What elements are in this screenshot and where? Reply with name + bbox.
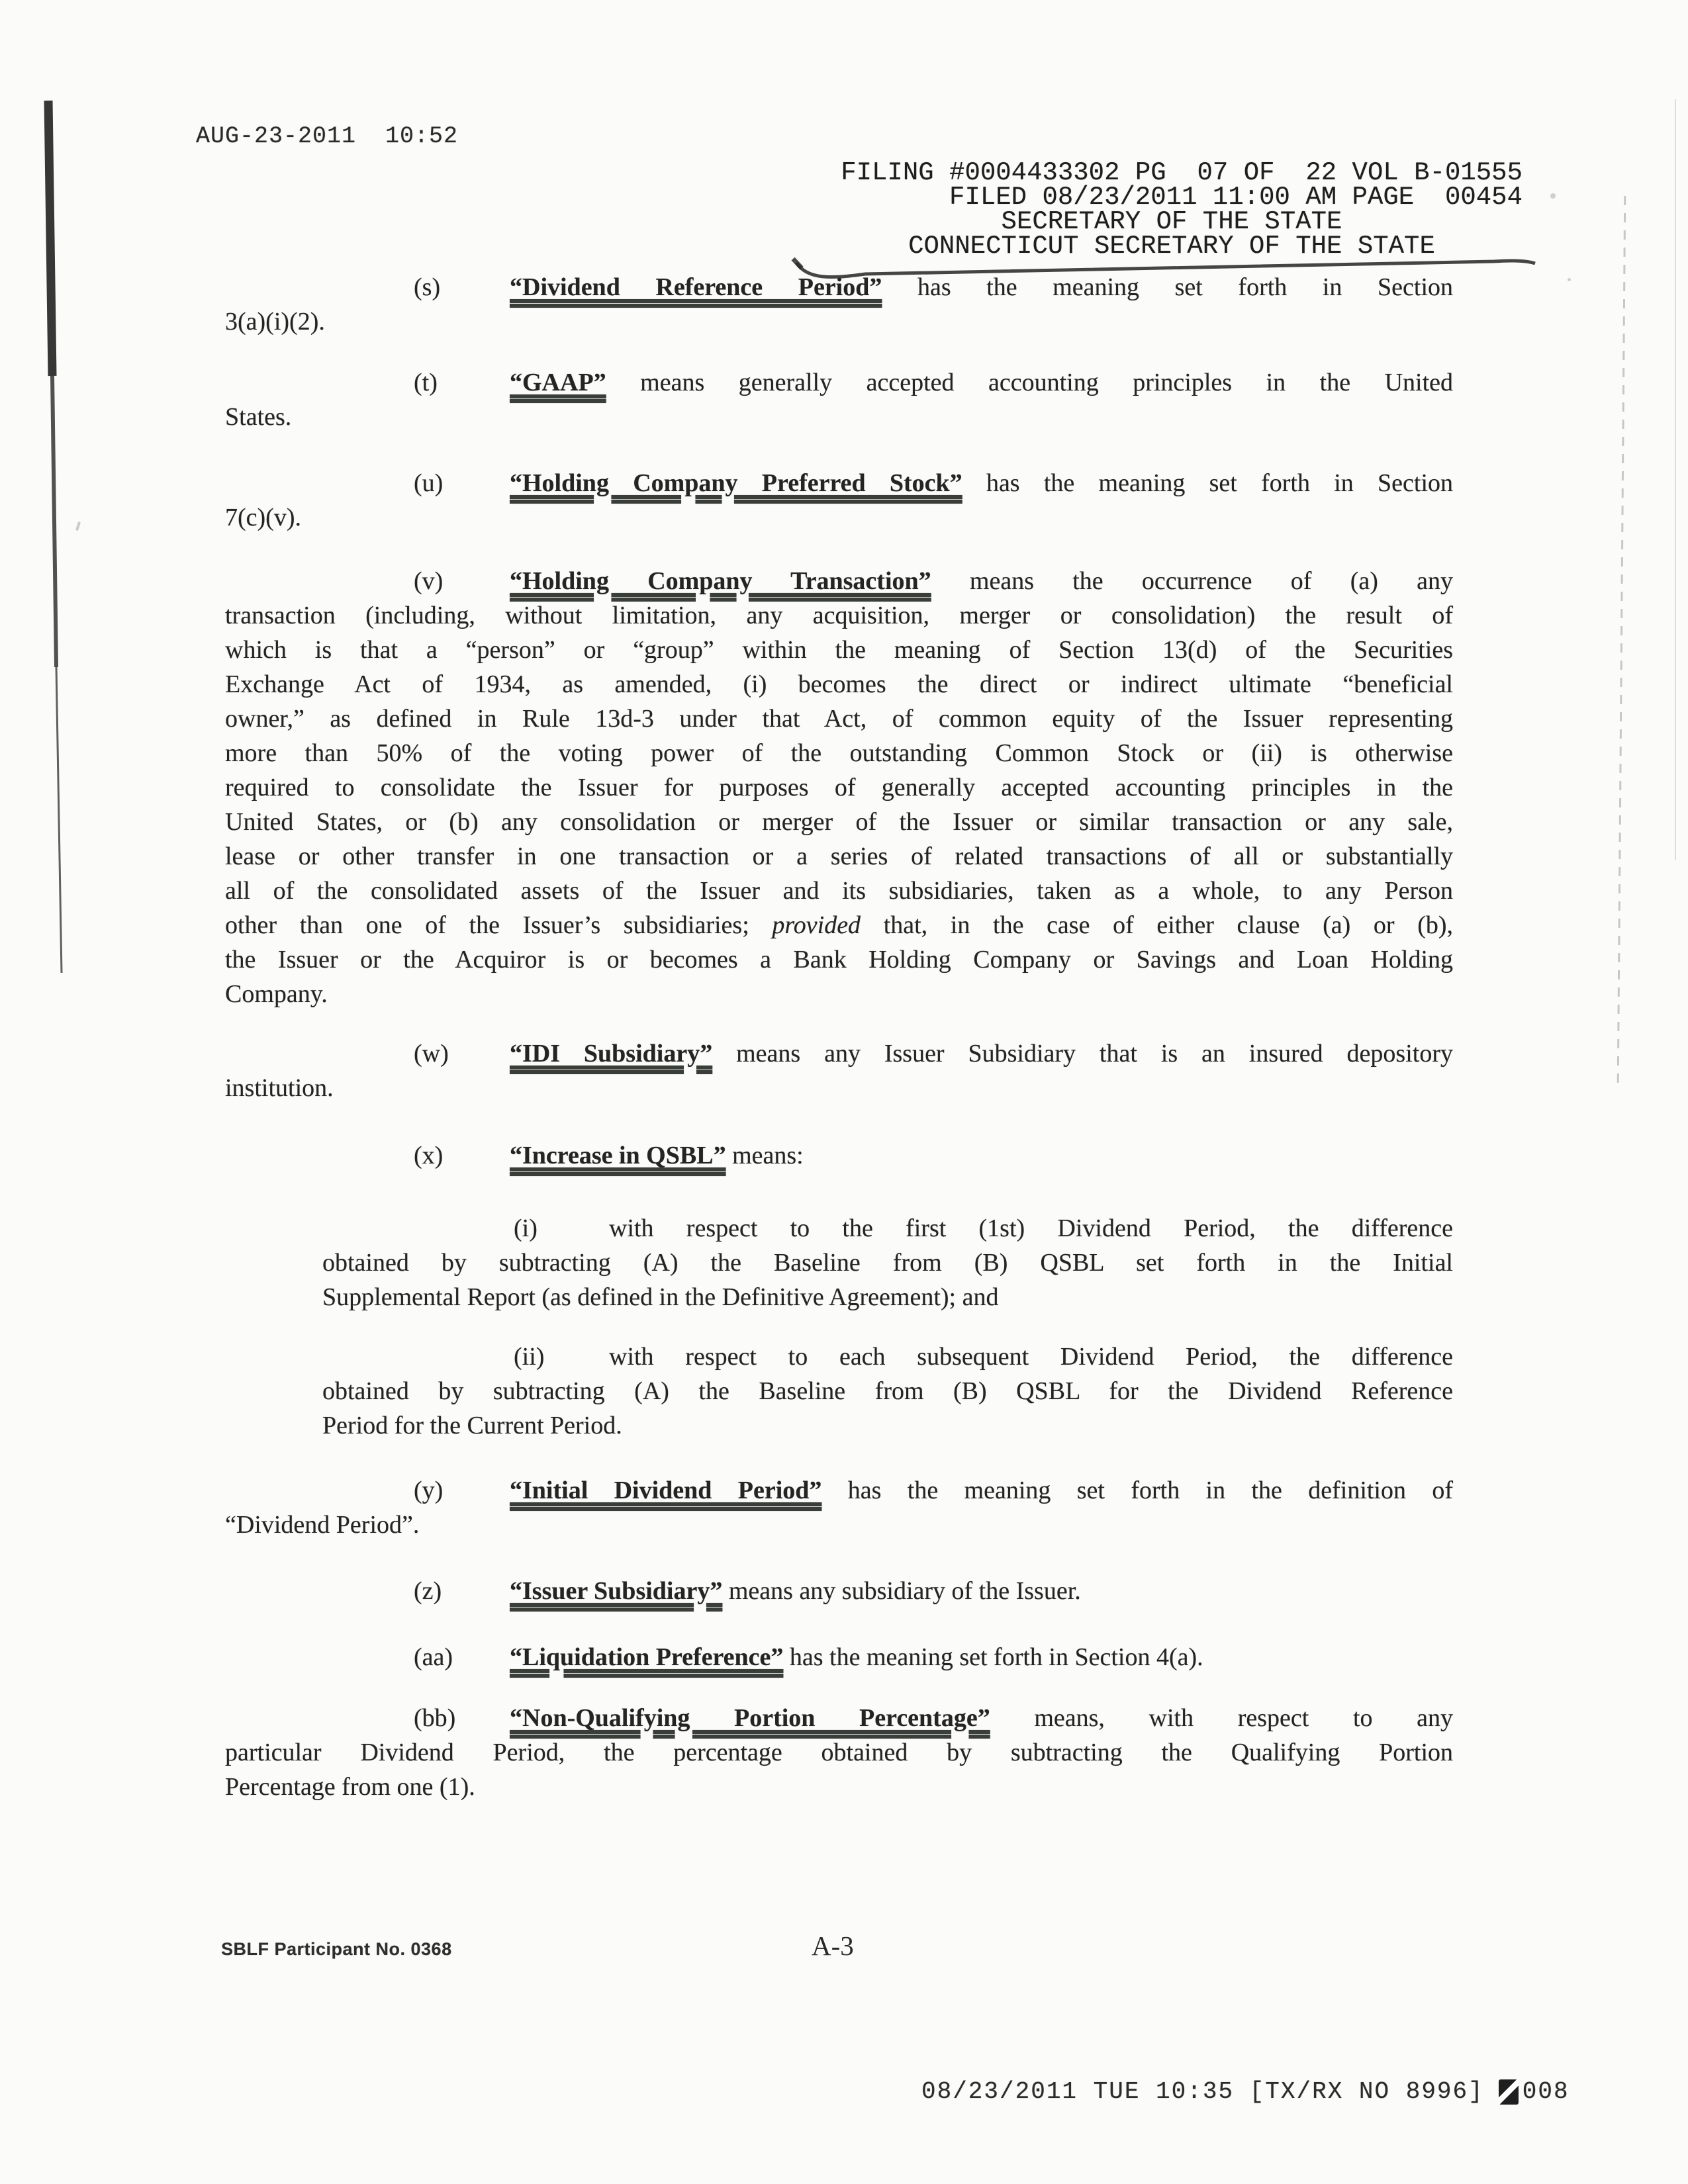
definition-text: that, in the case of either clause (a) or (b), [861, 911, 1454, 939]
filing-stamp-line4: CONNECTICUT SECRETARY OF THE STATE [908, 232, 1435, 261]
subclause-i [322, 1211, 1453, 1314]
definition-v [225, 564, 1453, 1011]
filing-stamp [821, 158, 1523, 261]
definition-text: the Issuer or the Acquiror is or becomes a Bank Holding Company or Savings and Loan Holding [225, 946, 1453, 974]
fax-footer-timestamp: 08/23/2011 TUE 10:35 [TX/RX NO 8996] [921, 2078, 1484, 2105]
filing-stamp-line1: FILING #0004433302 PG 07 OF 22 VOL B-01555 [841, 158, 1523, 187]
clause-label: (x) [414, 1142, 444, 1169]
definition-text: Percentage from one (1). [225, 1773, 475, 1801]
fax-footer-page-count: 008 [1522, 2078, 1570, 2105]
definition-s [225, 270, 1453, 339]
defined-term: “GAAP” [510, 369, 606, 396]
filing-stamp-line2: FILED 08/23/2011 11:00 AM PAGE 00454 [949, 183, 1523, 212]
definition-text: means generally accepted accounting principles in the United [606, 369, 1453, 396]
defined-term: “Holding Company Transaction” [510, 567, 931, 595]
clause-label: (y) [414, 1477, 444, 1504]
definition-text [225, 908, 1453, 942]
clause-label: (v) [414, 567, 444, 595]
clause-label: (t) [414, 369, 438, 396]
clause-label: (u) [414, 469, 444, 497]
definition-text: has the meaning set forth in Section [962, 469, 1454, 497]
definition-text: Period for the Current Period. [322, 1412, 622, 1439]
clause-label: (s) [414, 273, 441, 301]
defined-term: “Non-Qualifying Portion Percentage” [510, 1704, 990, 1732]
definition-text: other than one of the Issuer’s subsidiaries; [225, 911, 773, 939]
definition-text: has the meaning set forth in Section [882, 273, 1454, 301]
definition-text: which is that a “person” or “group” within the meaning of Section 13(d) of the Securities [225, 636, 1453, 664]
page-number: A-3 [812, 1931, 854, 1961]
definition-text: owner,” as defined in Rule 13d-3 under that Act, of common equity of the Issuer representing [225, 705, 1453, 733]
filing-stamp-line3: SECRETARY OF THE STATE [1001, 207, 1342, 236]
definition-text: means any Issuer Subsidiary that is an insured depository [712, 1040, 1453, 1068]
definition-u [225, 466, 1453, 535]
defined-term: “Issuer Subsidiary” [510, 1577, 723, 1605]
definition-text: 7(c)(v). [225, 504, 301, 531]
definition-text: has the meaning set forth in the definition of [821, 1477, 1453, 1504]
scan-speck [75, 522, 81, 531]
scan-speck [1568, 278, 1571, 281]
definition-text: States. [225, 403, 292, 431]
clause-label: (ii) [514, 1343, 545, 1371]
subclause-ii [322, 1340, 1453, 1443]
scan-artifact-line-left [36, 98, 76, 978]
scan-speck [1550, 193, 1556, 199]
definition-text: institution. [225, 1074, 334, 1102]
defined-term: “Increase in QSBL” [510, 1142, 726, 1169]
clause-label: (aa) [414, 1643, 453, 1671]
definition-text: particular Dividend Period, the percentage obtained by subtracting the Qualifying Portion [225, 1739, 1453, 1766]
definition-text: Exchange Act of 1934, as amended, (i) becomes the direct or indirect ultimate “beneficial [225, 670, 1453, 698]
definition-text: with respect to the first (1st) Dividend Period, the difference [609, 1214, 1453, 1242]
clause-label: (w) [414, 1040, 449, 1068]
definition-text: means, with respect to any [990, 1704, 1453, 1732]
definition-text: Company. [225, 980, 328, 1008]
definition-t [225, 365, 1453, 434]
definition-text: United States, or (b) any consolidation or merger of the Issuer or similar transaction or any sale, [225, 808, 1453, 836]
definition-bb [225, 1701, 1453, 1804]
fax-timestamp-header: AUG-23-2011 10:52 [196, 123, 459, 150]
defined-term: “Initial Dividend Period” [510, 1477, 822, 1504]
definition-text: required to consolidate the Issuer for purposes of generally accepted accounting principles in the [225, 774, 1453, 801]
definition-text: obtained by subtracting (A) the Baseline from (B) QSBL for the Dividend Reference [322, 1377, 1453, 1405]
clause-label: (z) [414, 1577, 442, 1605]
sblf-participant-number: SBLF Participant No. 0368 [221, 1939, 452, 1959]
definition-y [225, 1473, 1453, 1542]
italic-term: provided [772, 911, 861, 939]
definition-text: more than 50% of the voting power of the outstanding Common Stock or (ii) is otherwise [225, 739, 1453, 767]
definition-text: Supplemental Report (as defined in the Definitive Agreement); and [322, 1283, 999, 1311]
definition-text: means: [726, 1142, 804, 1169]
definition-w [225, 1036, 1453, 1105]
definition-z [225, 1574, 1453, 1608]
definition-text: obtained by subtracting (A) the Baseline from (B) QSBL set forth in the Initial [322, 1249, 1453, 1277]
defined-term: “Holding Company Preferred Stock” [510, 469, 962, 497]
definition-x [225, 1138, 1453, 1173]
defined-term: “IDI Subsidiary” [510, 1040, 713, 1068]
definition-text: 3(a)(i)(2). [225, 308, 325, 336]
clause-label: (bb) [414, 1704, 456, 1732]
defined-term: “Dividend Reference Period” [510, 273, 882, 301]
definition-text: transaction (including, without limitation, any acquisition, merger or consolidation) the result of [225, 602, 1453, 629]
definition-text: all of the consolidated assets of the Issuer and its subsidiaries, taken as a whole, to any Person [225, 877, 1453, 905]
fax-page-icon [1499, 2079, 1519, 2105]
definition-text: has the meaning set forth in Section 4(a). [783, 1643, 1203, 1671]
definition-text: with respect to each subsequent Dividend Period, the difference [609, 1343, 1453, 1371]
definition-text: “Dividend Period”. [225, 1511, 420, 1539]
definition-text: means any subsidiary of the Issuer. [722, 1577, 1081, 1605]
fax-footer [921, 2078, 1570, 2105]
clause-label: (i) [514, 1214, 538, 1242]
definition-aa [225, 1640, 1453, 1674]
definition-text: means the occurrence of (a) any [931, 567, 1453, 595]
defined-term: “Liquidation Preference” [510, 1643, 784, 1671]
definition-text: lease or other transfer in one transaction or a series of related transactions of all or substantially [225, 842, 1453, 870]
scan-artifact-line-right [1617, 196, 1626, 1083]
scan-artifact-edge [1675, 99, 1676, 860]
